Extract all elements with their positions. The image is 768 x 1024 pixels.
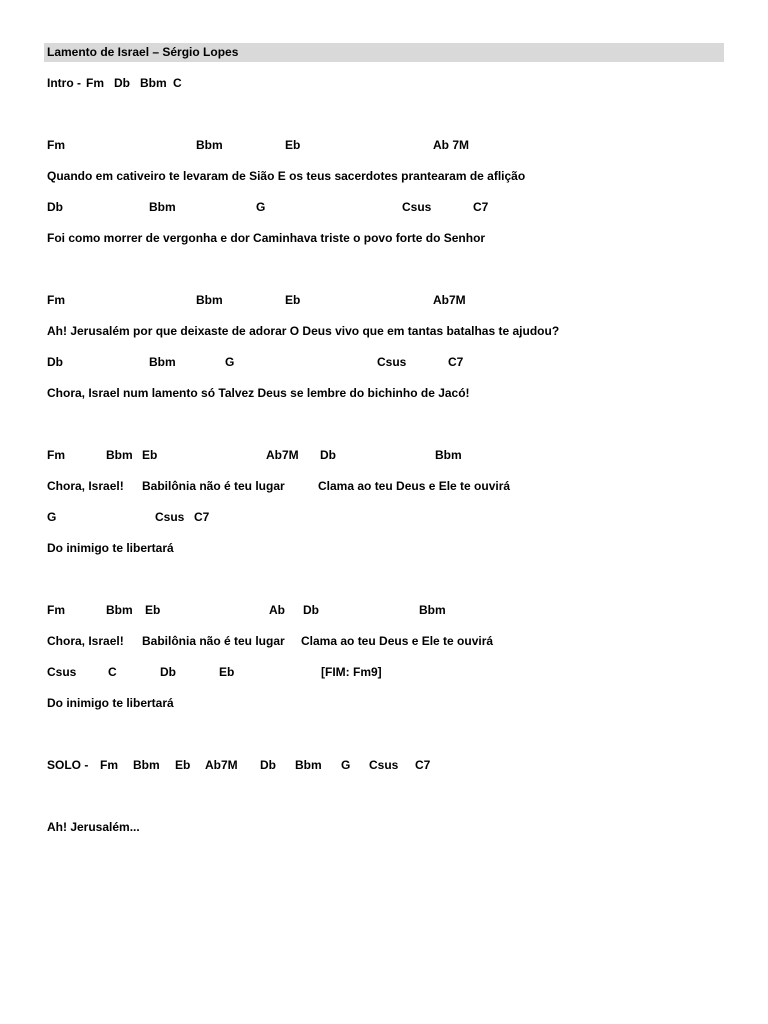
chord: Bbm: [196, 293, 223, 307]
chord: Fm: [47, 293, 65, 307]
lyric-line: Chora, Israel num lamento só Talvez Deus se lembre do bichinho de Jacó!: [47, 386, 470, 400]
chord: Db: [260, 758, 276, 772]
chord: Fm: [47, 603, 65, 617]
lyric-line: Foi como morrer de vergonha e dor Caminhava triste o povo forte do Senhor: [47, 231, 486, 245]
chord: Db: [160, 665, 176, 679]
chord: Eb: [285, 138, 301, 152]
chord: Ab 7M: [433, 138, 469, 152]
chord: Bbm: [435, 448, 462, 462]
lyric-segment: Chora, Israel!: [47, 634, 124, 648]
title-bar: [44, 43, 724, 62]
chord: Db: [320, 448, 336, 462]
chord: Ab: [269, 603, 285, 617]
chord: C7: [448, 355, 464, 369]
chord: C: [173, 76, 182, 90]
chord: Fm: [47, 138, 65, 152]
chord: C: [108, 665, 117, 679]
lyric-line: Do inimigo te libertará: [47, 696, 174, 710]
lyric-segment: Clama ao teu Deus e Ele te ouvirá: [318, 479, 511, 493]
chord: Bbm: [106, 603, 133, 617]
chord: Eb: [175, 758, 191, 772]
chord: Csus: [155, 510, 185, 524]
song-title: Lamento de Israel – Sérgio Lopes: [47, 45, 239, 59]
chord: Eb: [285, 293, 301, 307]
chord: Bbm: [196, 138, 223, 152]
chord: Fm: [100, 758, 118, 772]
chord: G: [341, 758, 351, 772]
intro-label: Intro -: [47, 76, 81, 90]
chord: Ab7M: [205, 758, 238, 772]
chord: G: [225, 355, 235, 369]
chord: Csus: [47, 665, 77, 679]
chord: Db: [47, 200, 63, 214]
solo-label: SOLO -: [47, 758, 89, 772]
chord: Csus: [377, 355, 407, 369]
chord: Eb: [145, 603, 161, 617]
lyric-line: Quando em cativeiro te levaram de Sião E os teus sacerdotes prantearam de aflição: [47, 169, 526, 183]
chord: Ab7M: [266, 448, 299, 462]
lyric-line: Ah! Jerusalém...: [47, 820, 140, 834]
chord: Bbm: [149, 200, 176, 214]
chord: Csus: [369, 758, 399, 772]
chord: Csus: [402, 200, 432, 214]
chord: Bbm: [295, 758, 322, 772]
chord: Db: [47, 355, 63, 369]
lyric-segment: Babilônia não é teu lugar: [142, 634, 285, 648]
lyric-line: Do inimigo te libertará: [47, 541, 174, 555]
chord: Eb: [219, 665, 235, 679]
chord: Bbm: [149, 355, 176, 369]
chord: Bbm: [106, 448, 133, 462]
chord: Fm: [47, 448, 65, 462]
chord: Bbm: [140, 76, 167, 90]
chord: C7: [415, 758, 431, 772]
chord: C7: [194, 510, 210, 524]
chord: Bbm: [133, 758, 160, 772]
chord: C7: [473, 200, 489, 214]
lyric-segment: Clama ao teu Deus e Ele te ouvirá: [301, 634, 494, 648]
chord: Eb: [142, 448, 158, 462]
lyric-segment: Chora, Israel!: [47, 479, 124, 493]
chord: G: [256, 200, 266, 214]
end-marker: [FIM: Fm9]: [321, 665, 382, 679]
chord: Db: [303, 603, 319, 617]
chord: Bbm: [419, 603, 446, 617]
chord: Fm: [86, 76, 104, 90]
lyric-line: Ah! Jerusalém por que deixaste de adorar O Deus vivo que em tantas batalhas te ajudou?: [47, 324, 560, 338]
chord: Db: [114, 76, 130, 90]
chord: Ab7M: [433, 293, 466, 307]
chord: G: [47, 510, 57, 524]
lyric-segment: Babilônia não é teu lugar: [142, 479, 285, 493]
